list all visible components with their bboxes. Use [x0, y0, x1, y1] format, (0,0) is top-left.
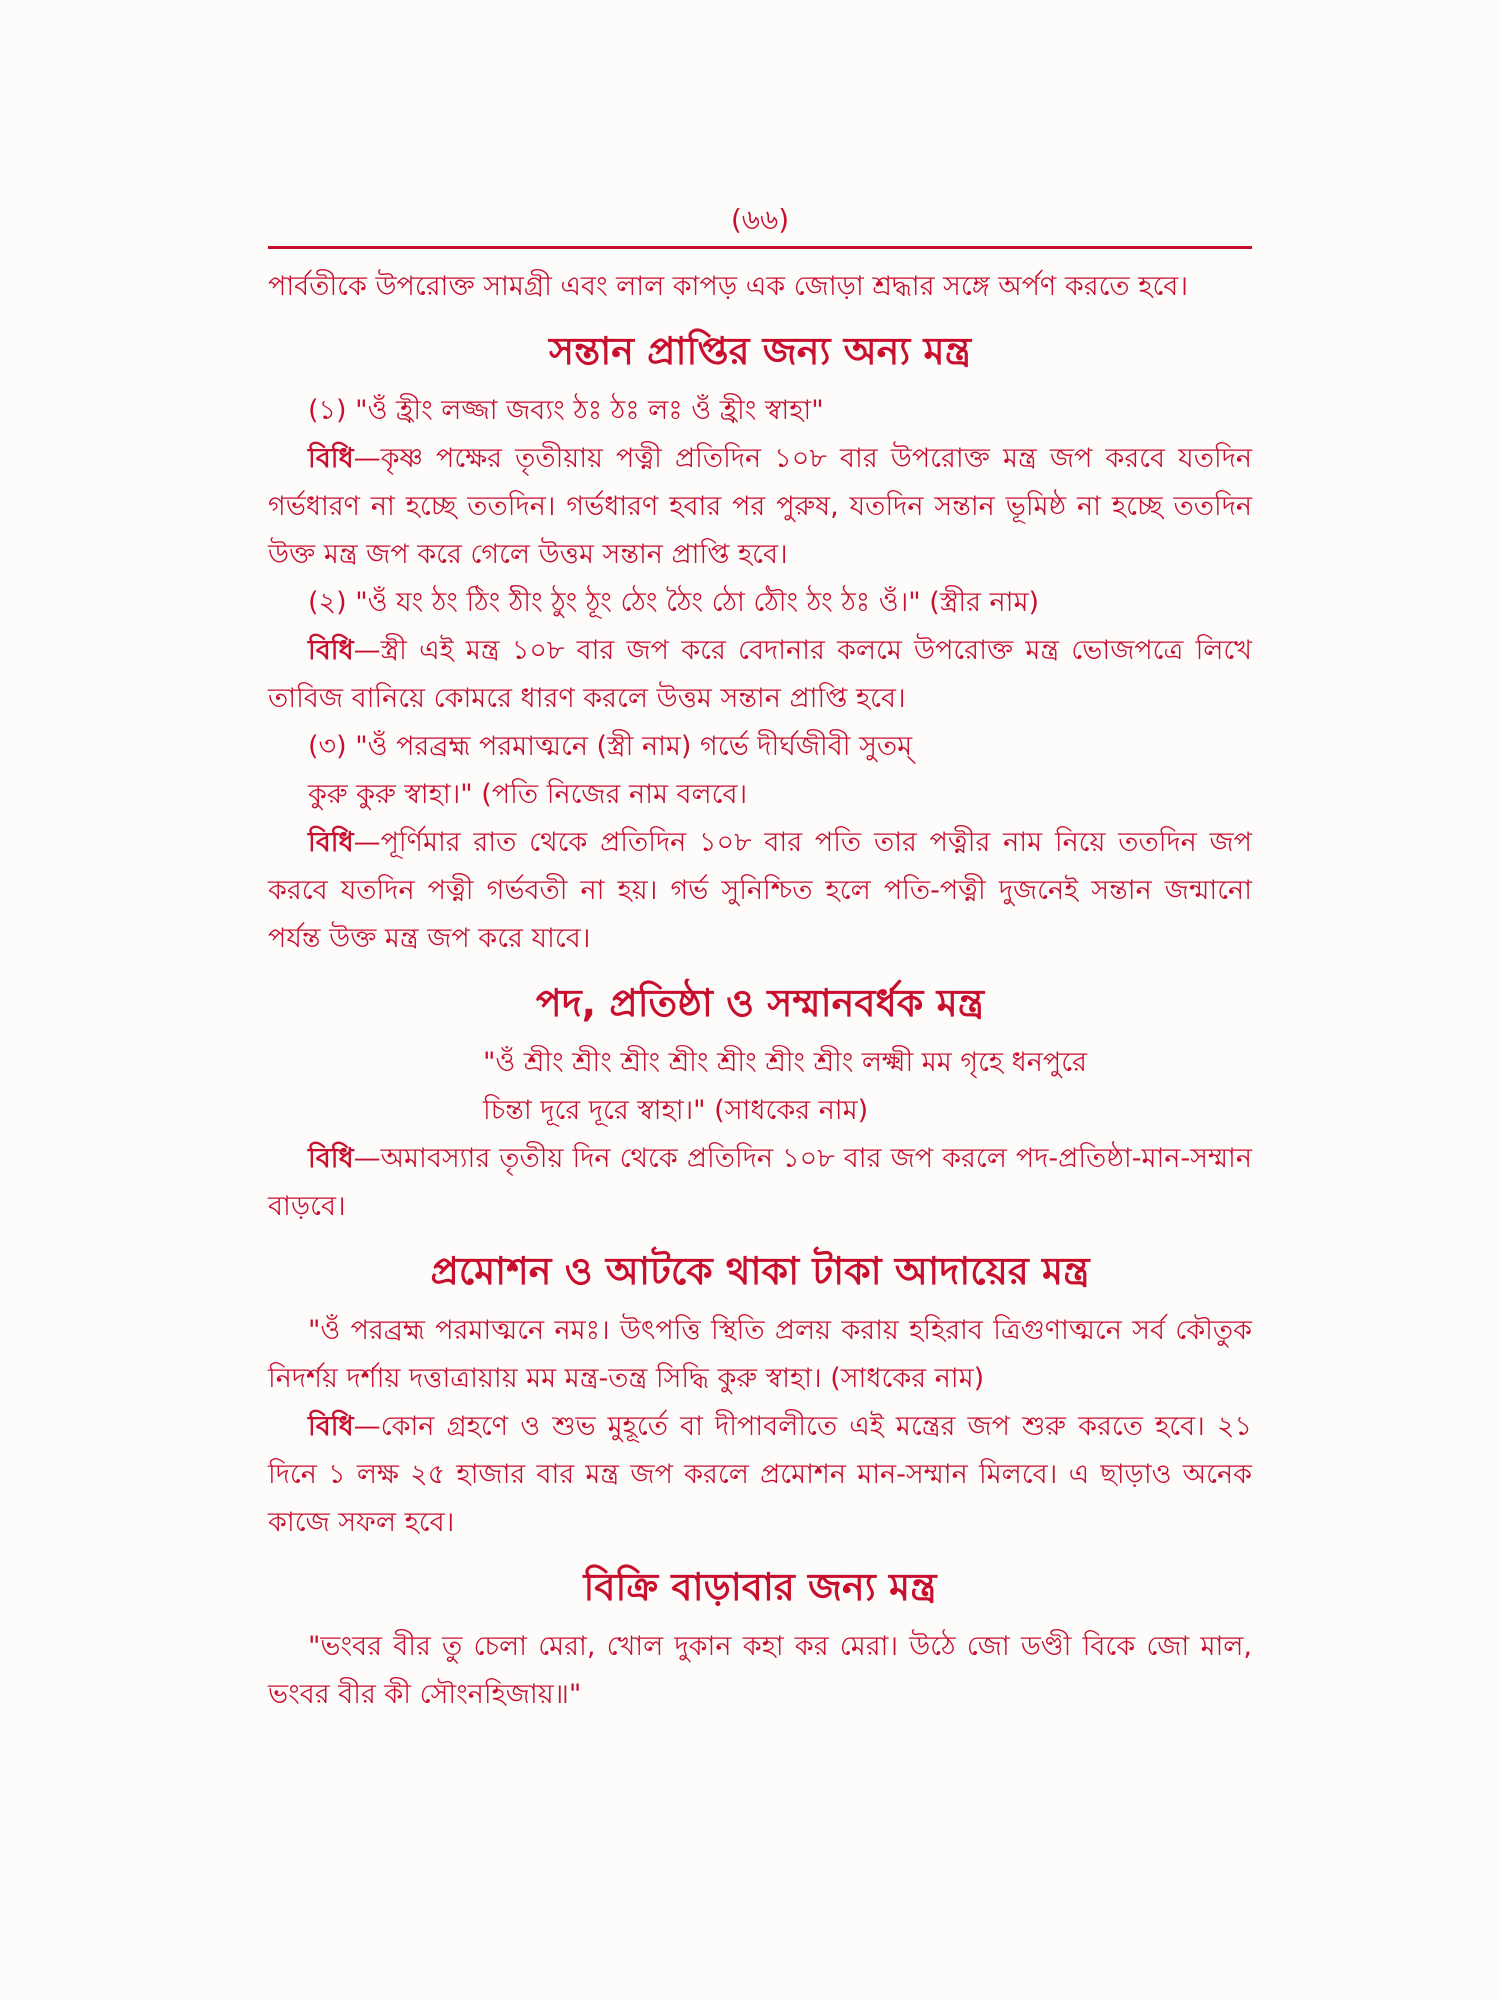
method-label: বিধি: [308, 827, 354, 858]
method-text: —কোন গ্রহণে ও শুভ মুহূর্তে বা দীপাবলীতে এই মন্ত্রের জপ শুরু করতে হবে। ২১ দিনে ১ লক্ষ ২৫ হাজার বার মন্ত্র জপ করলে প্রমোশন মান-সম্মান মিলবে। এ ছাড়াও অনেক কাজে সফল হবে।: [268, 1411, 1252, 1538]
method-2: [268, 627, 1252, 723]
status-mantra-line-2: চিন্তা দূরে দূরে স্বাহা।" (সাধকের নাম): [483, 1095, 869, 1126]
sales-mantra: "ভংবর বীর তু চেলা মেরা, খোল দুকান কহা কর মেরা। উঠে জো ডণ্ডী বিকে জো মাল, ভংবর বীর কী সৌংনহিজায়॥": [268, 1631, 1252, 1710]
mantra-3-line-1: (৩) "ওঁ পরব্রহ্ম পরমাত্মনে (স্ত্রী নাম) গর্ভে দীর্ঘজীবী সুতম্: [308, 731, 913, 762]
section-heading-promotion-mantra: প্রমোশন ও আটকে থাকা টাকা আদায়ের মন্ত্র: [430, 1249, 1090, 1293]
method-1: [268, 435, 1252, 579]
mantra-3-line-2: কুরু কুরু স্বাহা।" (পতি নিজের নাম বলবে।: [308, 779, 748, 810]
page-content: [268, 200, 1252, 1719]
page-number: (৬৬): [730, 203, 790, 236]
section-heading-status-mantra: পদ, প্রতিষ্ঠা ও সম্মানবর্ধক মন্ত্র: [535, 981, 985, 1025]
method-3: [268, 819, 1252, 963]
method-label: বিধি: [308, 635, 354, 666]
mantra-2: (২) "ওঁ যং ঠং ঠিং ঠীং ঠুং ঠূং ঠেং ঠৈং ঠো ঠৌং ঠং ঠঃ ওঁ।" (স্ত্রীর নাম): [308, 587, 1040, 618]
method-text: —কৃষ্ণ পক্ষের তৃতীয়ায় পত্নী প্রতিদিন ১০৮ বার উপরোক্ত মন্ত্র জপ করবে যতদিন গর্ভধারণ না হচ্ছে ততদিন। গর্ভধারণ হবার পর পুরুষ, যতদিন সন্তান ভূমিষ্ঠ না হচ্ছে ততদিন উক্ত মন্ত্র জপ করে গেলে উত্তম সন্তান প্রাপ্তি হবে।: [268, 443, 1252, 570]
method-label: বিধি: [308, 443, 354, 474]
status-mantra-line-1: "ওঁ শ্রীং শ্রীং শ্রীং শ্রীং শ্রীং শ্রীং শ্রীং লক্ষ্মী মম গৃহে ধনপুরে: [483, 1047, 1087, 1078]
section-heading-sales-mantra: বিক্রি বাড়াবার জন্য মন্ত্র: [583, 1565, 937, 1609]
promotion-method: [268, 1403, 1252, 1547]
mantra-1: (১) "ওঁ হ্রীং লজ্জা জব্যং ঠঃ ঠঃ লঃ ওঁ হ্রীং স্বাহা": [308, 395, 824, 426]
method-label: বিধি: [308, 1143, 354, 1174]
method-label: বিধি: [308, 1411, 354, 1442]
section-heading-child-mantra: সন্তান প্রাপ্তির জন্য অন্য মন্ত্র: [548, 329, 972, 373]
method-text: —স্ত্রী এই মন্ত্র ১০৮ বার জপ করে বেদানার কলমে উপরোক্ত মন্ত্র ভোজপত্রে লিখে তাবিজ বানিয়ে কোমরে ধারণ করলে উত্তম সন্তান প্রাপ্তি হবে।: [268, 635, 1252, 714]
method-text: —অমাবস্যার তৃতীয় দিন থেকে প্রতিদিন ১০৮ বার জপ করলে পদ-প্রতিষ্ঠা-মান-সম্মান বাড়বে।: [268, 1143, 1252, 1222]
intro-paragraph: পার্বতীকে উপরোক্ত সামগ্রী এবং লাল কাপড় এক জোড়া শ্রদ্ধার সঙ্গে অর্পণ করতে হবে।: [268, 271, 1188, 302]
header-rule: [268, 246, 1252, 249]
method-text: —পূর্ণিমার রাত থেকে প্রতিদিন ১০৮ বার পতি তার পত্নীর নাম নিয়ে ততদিন জপ করবে যতদিন পত্নী গর্ভবতী না হয়। গর্ভ সুনিশ্চিত হলে পতি-পত্নী দুজনেই সন্তান জন্মানো পর্যন্ত উক্ত মন্ত্র জপ করে যাবে।: [268, 827, 1252, 954]
status-method: [268, 1135, 1252, 1231]
promotion-mantra: "ওঁ পরব্রহ্ম পরমাত্মনে নমঃ। উৎপত্তি স্থিতি প্রলয় করায় হহিরাব ত্রিগুণাত্মনে সর্ব কৌতুক নিদর্শয় দর্শায় দত্তাত্রায়ায় মম মন্ত্র-তন্ত্র সিদ্ধি কুরু স্বাহা। (সাধকের নাম): [268, 1315, 1252, 1394]
